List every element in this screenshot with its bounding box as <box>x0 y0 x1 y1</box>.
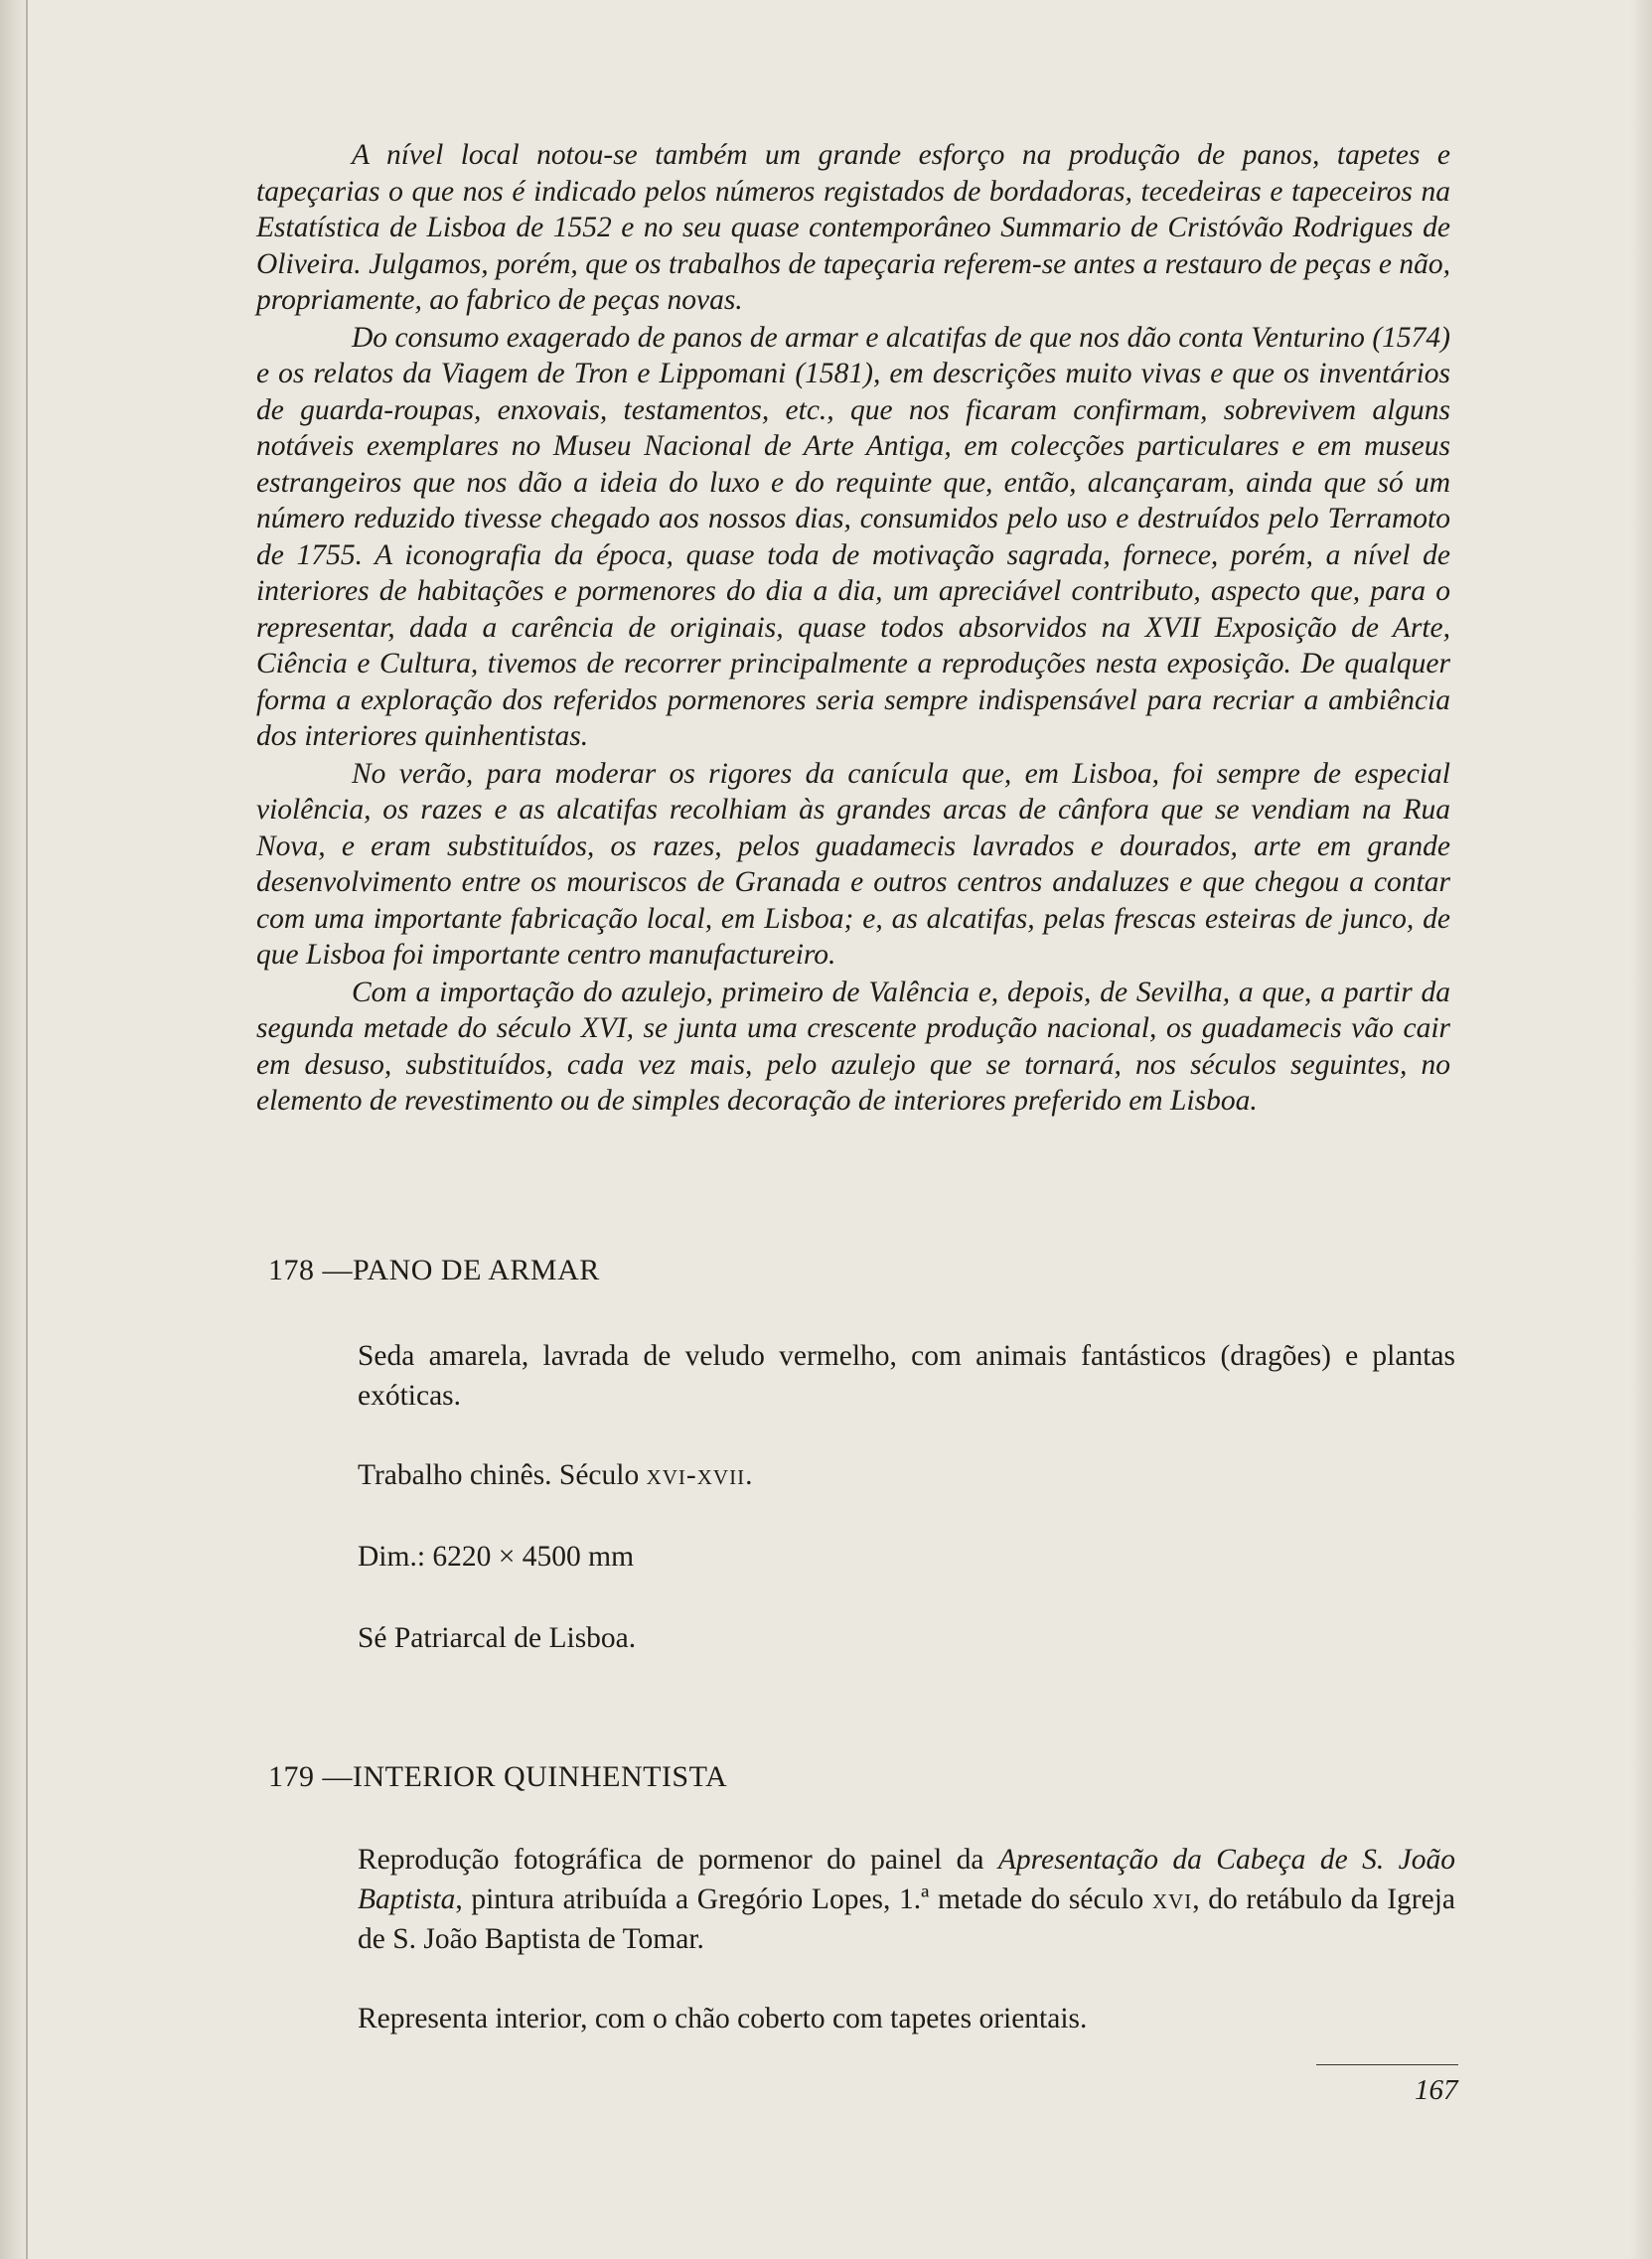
essay-paragraph-1 <box>256 137 1450 319</box>
entry-number: 178 <box>268 1254 315 1286</box>
origin-century: xvi-xvii <box>646 1459 746 1491</box>
entry-179-heading <box>268 1760 727 1794</box>
essay-run-roman: Summario <box>1000 212 1122 243</box>
desc-part: Reprodução fotográfica de pormenor do painel da <box>358 1844 998 1876</box>
entry-dash: — <box>322 1760 353 1793</box>
desc-part: , do retábulo da Igreja de S. João Baptista de Tomar. <box>358 1883 1455 1955</box>
page-number: 167 <box>1415 2074 1458 2106</box>
entry-dash: — <box>322 1254 353 1286</box>
essay-paragraph-3 <box>256 756 1450 974</box>
entry-title: PANO DE ARMAR <box>353 1254 600 1286</box>
entry-179-body <box>358 1840 1455 2038</box>
entry-179-note: Representa interior, com o chão coberto com tapetes orientais. <box>358 2003 1088 2034</box>
essay-run: e no seu quase contemporâneo <box>611 212 1001 243</box>
desc-century: xvi <box>1151 1883 1193 1915</box>
origin-prefix: Trabalho chinês. Século <box>358 1459 647 1491</box>
essay-run-roman: Estatística de Lisboa de 1552 <box>256 212 612 243</box>
entry-179-description <box>358 1840 1455 1959</box>
entry-number: 179 <box>268 1760 315 1793</box>
essay-run: Do consumo exagerado de panos de armar e alcatifas de que nos dão conta Venturino (1574) e os relatos da Viagem de Tron e Lippomani (1581), em descrições muito vivas e que os inventários de guarda-roupas, enxovais, testamentos, etc., que nos ficaram confirmam, sobrevivem alguns notáveis exemplares no Museu Nacional de Arte Antiga, em colecções particulares e em museus estrangeiros que nos dão a ideia do luxo e do requinte que, então, alcançaram, ainda que só um número reduzido tivesse chegado aos nossos dias, consumidos pelo uso e destruídos pelo Terramoto de 1755. A iconografia da época, quase toda de motivação sagrada, fornece, porém, a nível de interiores de habitações e pormenores do dia a dia, um apreciável contributo, aspecto que, para o representar, dada a carência de originais, quase todos absorvidos na XVII Exposição de Arte, Ciência e Cultura, tivemos de recorrer principalmente a reproduções nesta exposição. De qualquer forma a exploração dos referidos pormenores seria sempre indispensável para recriar a ambiência dos interiores quinhentistas. <box>256 321 1450 752</box>
entry-178-heading <box>268 1254 600 1287</box>
entry-title: INTERIOR QUINHENTISTA <box>353 1760 728 1793</box>
desc-part: , pintura atribuída a Gregório Lopes, 1.ª metade do século <box>455 1883 1152 1915</box>
entry-178-description: Seda amarela, lavrada de veludo vermelho, com animais fantásticos (dragões) e plantas exóticas. <box>358 1340 1455 1412</box>
entry-178-dimensions: Dim.: 6220 × 4500 mm <box>358 1541 635 1573</box>
page-gutter-line <box>26 0 28 2259</box>
essay-run: Com a importação do azulejo, primeiro de Valência e, depois, de Sevilha, a que, a partir da segunda metade do século XVI, se junta uma crescente produção nacional, os guadamecis vão cair em desuso, substituídos, cada vez mais, pelo azulejo que se tornará, nos séculos seguintes, no elemento de revestimento ou de simples decoração de interiores preferido em Lisboa. <box>256 976 1450 1117</box>
origin-suffix: . <box>745 1459 753 1491</box>
entry-178-location: Sé Patriarcal de Lisboa. <box>358 1622 637 1654</box>
essay-run: de Cristóvão Rodrigues de Oliveira. Julgamos, porém, que os trabalhos de tapeçaria referem-se antes a restauro de peças e não, propriamente, ao fabrico de peças novas. <box>256 212 1450 316</box>
page-edge-right <box>1630 0 1652 2259</box>
essay-paragraph-4 <box>256 975 1450 1120</box>
painting-title: Apresentação da Cabeça de S. João Baptista <box>358 1844 1455 1915</box>
essay-paragraph-2 <box>256 320 1450 755</box>
essay-text <box>256 137 1450 1120</box>
entry-178-origin <box>358 1455 1455 1495</box>
essay-run: A nível local notou-se também um grande esforço na produção de panos, tapetes e tapeçarias o que nos é indicado pelos números registados de bordadoras, tecedeiras e tapeceiros na <box>256 139 1450 208</box>
essay-run: No verão, para moderar os rigores da canícula que, em Lisboa, foi sempre de especial violência, os razes e as alcatifas recolhiam às grandes arcas de cânfora que se vendiam na Rua Nova, e eram substituídos, os razes, pelos guadamecis lavrados e dourados, arte em grande desenvolvimento entre os mouriscos de Granada e outros centros andaluzes e que chegou a contar com uma importante fabricação local, em Lisboa; e, as alcatifas, pelas frescas esteiras de junco, de que Lisboa foi importante centro manufactureiro. <box>256 757 1450 971</box>
footer-rule <box>1316 2064 1458 2065</box>
entry-178-body <box>358 1336 1455 1658</box>
